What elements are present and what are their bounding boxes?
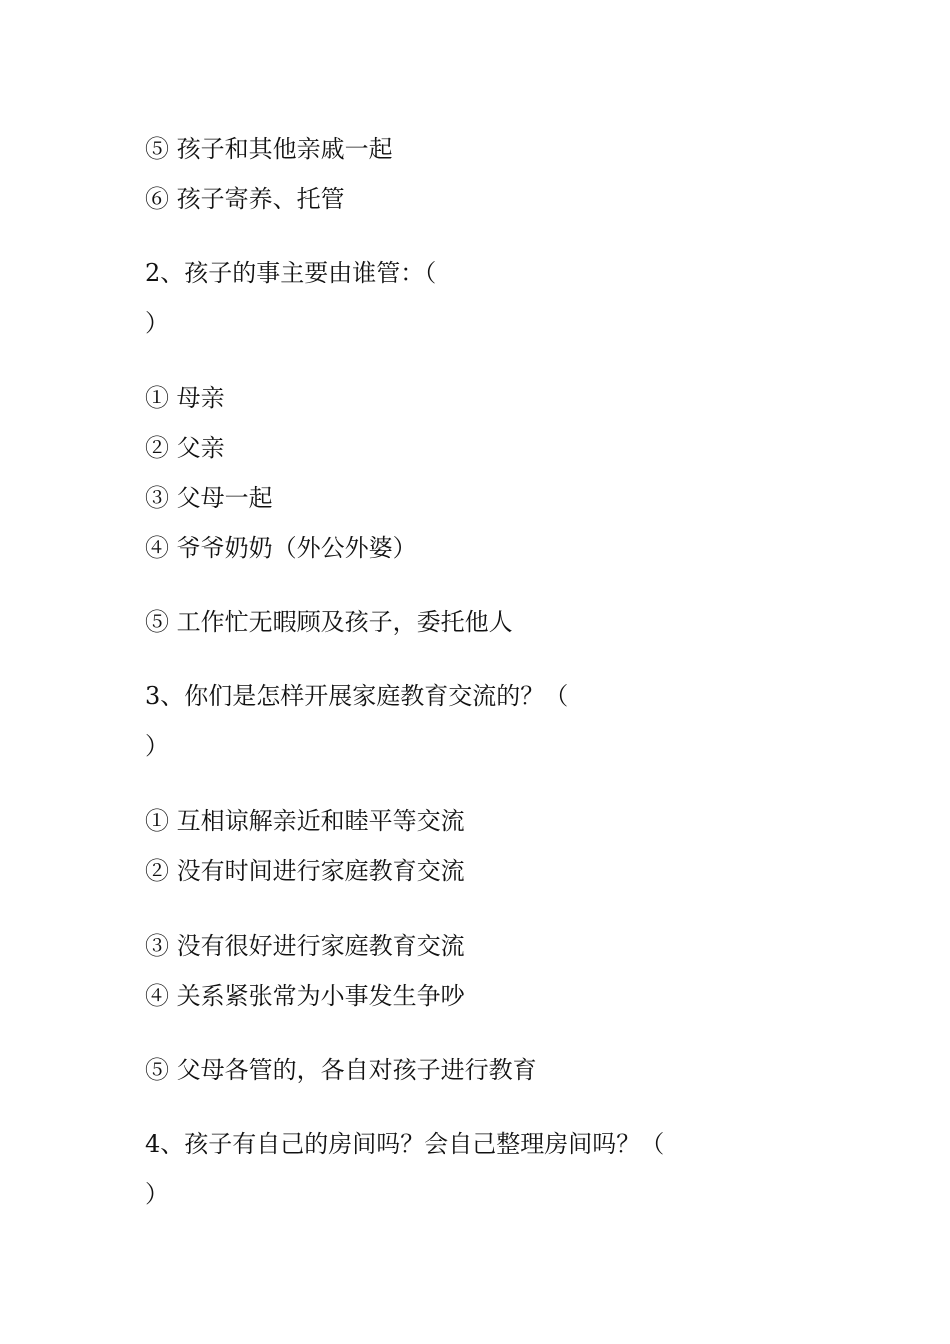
question-2-close-paren: ） — [145, 309, 169, 337]
question-4: 4、孩子有自己的房间吗？会自己整理房间吗？（ — [145, 1130, 665, 1158]
option-q3-3: ③ 没有很好进行家庭教育交流 — [145, 932, 465, 960]
option-q1-6: ⑥ 孩子寄养、托管 — [145, 185, 345, 213]
option-q2-4: ④ 爷爷奶奶（外公外婆） — [145, 534, 417, 562]
option-q2-5: ⑤ 工作忙无暇顾及孩子，委托他人 — [145, 608, 513, 636]
option-q3-5: ⑤ 父母各管的，各自对孩子进行教育 — [145, 1056, 537, 1084]
question-4-close-paren: ） — [145, 1180, 169, 1208]
question-3: 3、你们是怎样开展家庭教育交流的？（ — [145, 682, 569, 710]
option-q3-2: ② 没有时间进行家庭教育交流 — [145, 857, 465, 885]
option-q2-1: ① 母亲 — [145, 384, 225, 412]
option-q3-1: ① 互相谅解亲近和睦平等交流 — [145, 807, 465, 835]
question-2: 2、孩子的事主要由谁管：（ — [145, 259, 437, 287]
option-q1-5: ⑤ 孩子和其他亲戚一起 — [145, 135, 393, 163]
option-q2-2: ② 父亲 — [145, 434, 225, 462]
option-q3-4: ④ 关系紧张常为小事发生争吵 — [145, 982, 465, 1010]
option-q2-3: ③ 父母一起 — [145, 484, 273, 512]
question-3-close-paren: ） — [145, 732, 169, 760]
